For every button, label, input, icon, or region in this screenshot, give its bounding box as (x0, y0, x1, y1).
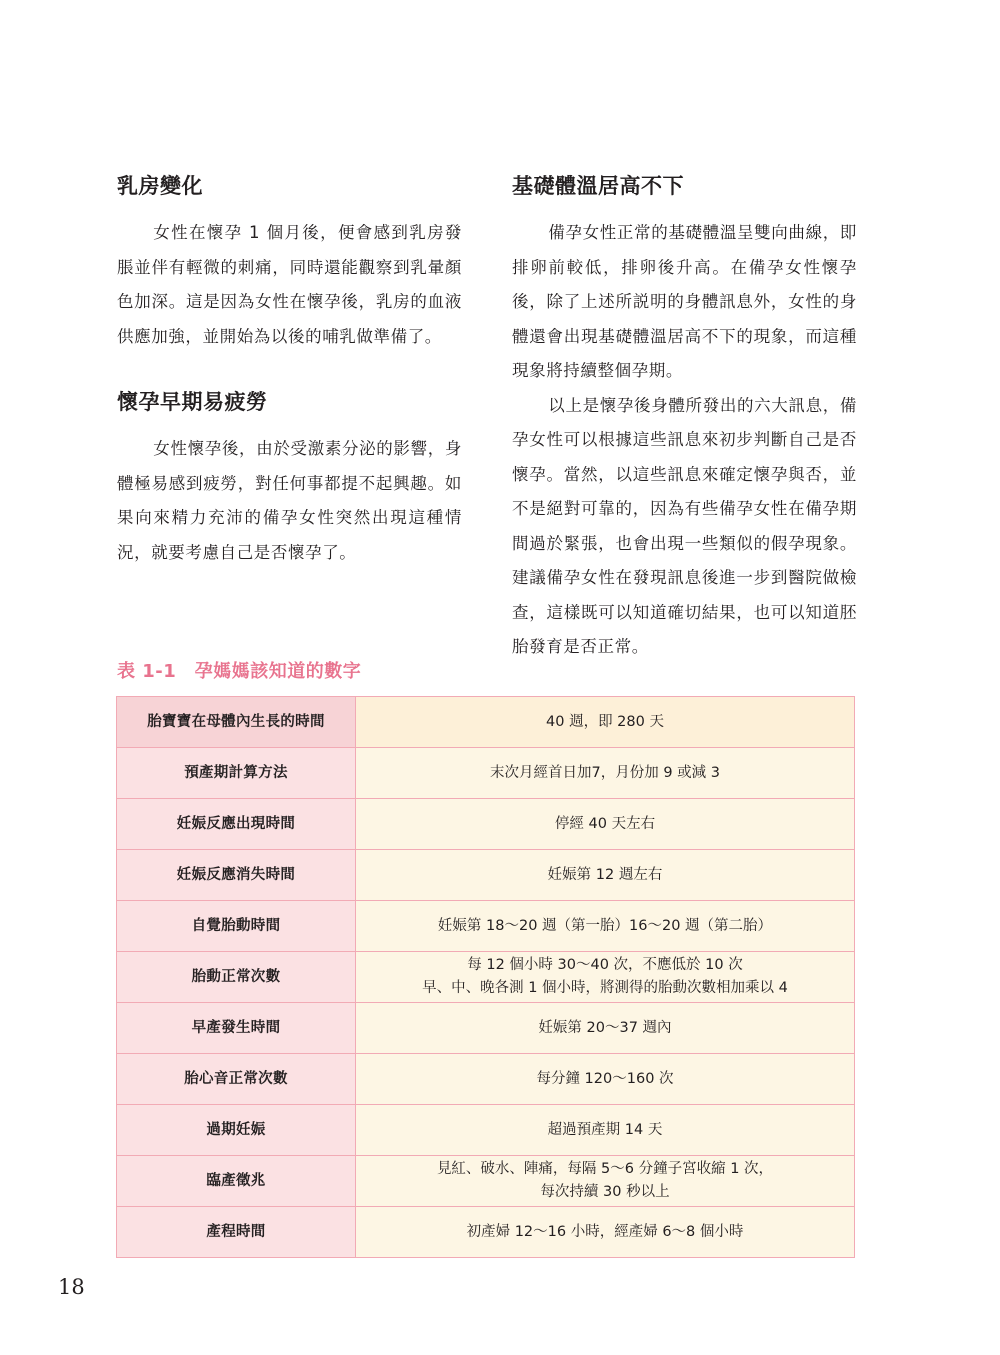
row-value (356, 1003, 855, 1054)
right-column (512, 170, 857, 665)
row-value (356, 1156, 855, 1207)
row-value-line: 妊娠第 12 週左右 (547, 866, 663, 883)
row-value-line: 每分鐘 120～160 次 (536, 1070, 674, 1087)
row-label: 胎心音正常次數 (117, 1054, 356, 1105)
row-label: 胎動正常次數 (117, 952, 356, 1003)
table-row (117, 799, 855, 850)
row-label: 早產發生時間 (117, 1003, 356, 1054)
paragraph-breast-changes: 女性在懷孕 1 個月後，便會感到乳房發脹並伴有輕微的刺痛，同時還能觀察到乳暈顏色加深。這是因為女性在懷孕後，乳房的血液供應加強，並開始為以後的哺乳做準備了。 (117, 223, 462, 346)
paragraph-fatigue: 女性懷孕後，由於受激素分泌的影響，身體極易感到疲勞，對任何事都提不起興趣。如果向來精力充沛的備孕女性突然出現這種情況，就要考慮自己是否懷孕了。 (117, 439, 462, 562)
row-label: 妊娠反應出現時間 (117, 799, 356, 850)
row-value-line: 初產婦 12～16 小時，經產婦 6～8 個小時 (466, 1223, 744, 1240)
row-value (356, 901, 855, 952)
row-value-line: 超過預產期 14 天 (547, 1121, 663, 1138)
row-label: 胎寶寶在母體內生長的時間 (117, 697, 356, 748)
row-label: 妊娠反應消失時間 (117, 850, 356, 901)
table-row (117, 697, 855, 748)
left-column (117, 170, 462, 570)
row-label: 臨產徵兆 (117, 1156, 356, 1207)
row-value (356, 1207, 855, 1258)
row-value (356, 1054, 855, 1105)
table-row (117, 1156, 855, 1207)
pregnancy-numbers-table (116, 696, 855, 1258)
table-body (117, 697, 855, 1258)
row-value-line: 每次持續 30 秒以上 (540, 1184, 670, 1200)
paragraph-basal-temperature: 備孕女性正常的基礎體溫呈雙向曲線，即排卵前較低，排卵後升高。在備孕女性懷孕後，除了上述所説明的身體訊息外，女性的身體還會出現基礎體溫居高不下的現象，而這種現象將持續整個孕期。 (512, 223, 857, 380)
section-title-fatigue: 懷孕早期易疲勞 (117, 390, 268, 414)
table-row (117, 1054, 855, 1105)
table-row (117, 1207, 855, 1258)
row-value (356, 697, 855, 748)
row-value (356, 850, 855, 901)
row-value-line: 每 12 個小時 30～40 次，不應低於 10 次 (467, 957, 743, 973)
row-label: 預產期計算方法 (117, 748, 356, 799)
page-number: 18 (58, 1275, 85, 1299)
row-value-line: 見紅、破水、陣痛，每隔 5～6 分鐘子宮收縮 1 次， (436, 1161, 774, 1177)
table-row (117, 1105, 855, 1156)
row-value-line: 40 週，即 280 天 (546, 713, 664, 730)
row-label: 產程時間 (117, 1207, 356, 1258)
row-value-line: 末次月經首日加7，月份加 9 或減 3 (489, 764, 720, 781)
section-title-breast-changes: 乳房變化 (117, 174, 203, 198)
row-value-line: 妊娠第 20～37 週內 (538, 1019, 672, 1036)
row-value (356, 748, 855, 799)
table-row (117, 850, 855, 901)
table-caption: 表 1-1 孕媽媽該知道的數字 (117, 661, 362, 682)
paragraph-six-signals: 以上是懷孕後身體所發出的六大訊息，備孕女性可以根據這些訊息來初步判斷自己是否懷孕。當然，以這些訊息來確定懷孕與否，並不是絕對可靠的，因為有些備孕女性在備孕期間過於緊張，也會出現一些類似的假孕現象。建議備孕女性在發現訊息後進一步到醫院做檢查，這樣既可以知道確切結果，也可以知道胚胎發育是否正常。 (512, 395, 857, 656)
row-value-line: 停經 40 天左右 (554, 815, 656, 832)
table-row (117, 1003, 855, 1054)
row-value-line: 妊娠第 18～20 週（第一胎）16～20 週（第二胎） (437, 917, 773, 934)
row-value (356, 799, 855, 850)
row-label: 自覺胎動時間 (117, 901, 356, 952)
row-value (356, 952, 855, 1003)
spacer (117, 354, 462, 386)
section-title-basal-temperature: 基礎體溫居高不下 (512, 174, 684, 198)
row-value-line: 早、中、晚各測 1 個小時，將測得的胎動次數相加乘以 4 (422, 980, 788, 996)
row-label: 過期妊娠 (117, 1105, 356, 1156)
table-row (117, 901, 855, 952)
table-row (117, 952, 855, 1003)
table-row (117, 748, 855, 799)
row-value (356, 1105, 855, 1156)
